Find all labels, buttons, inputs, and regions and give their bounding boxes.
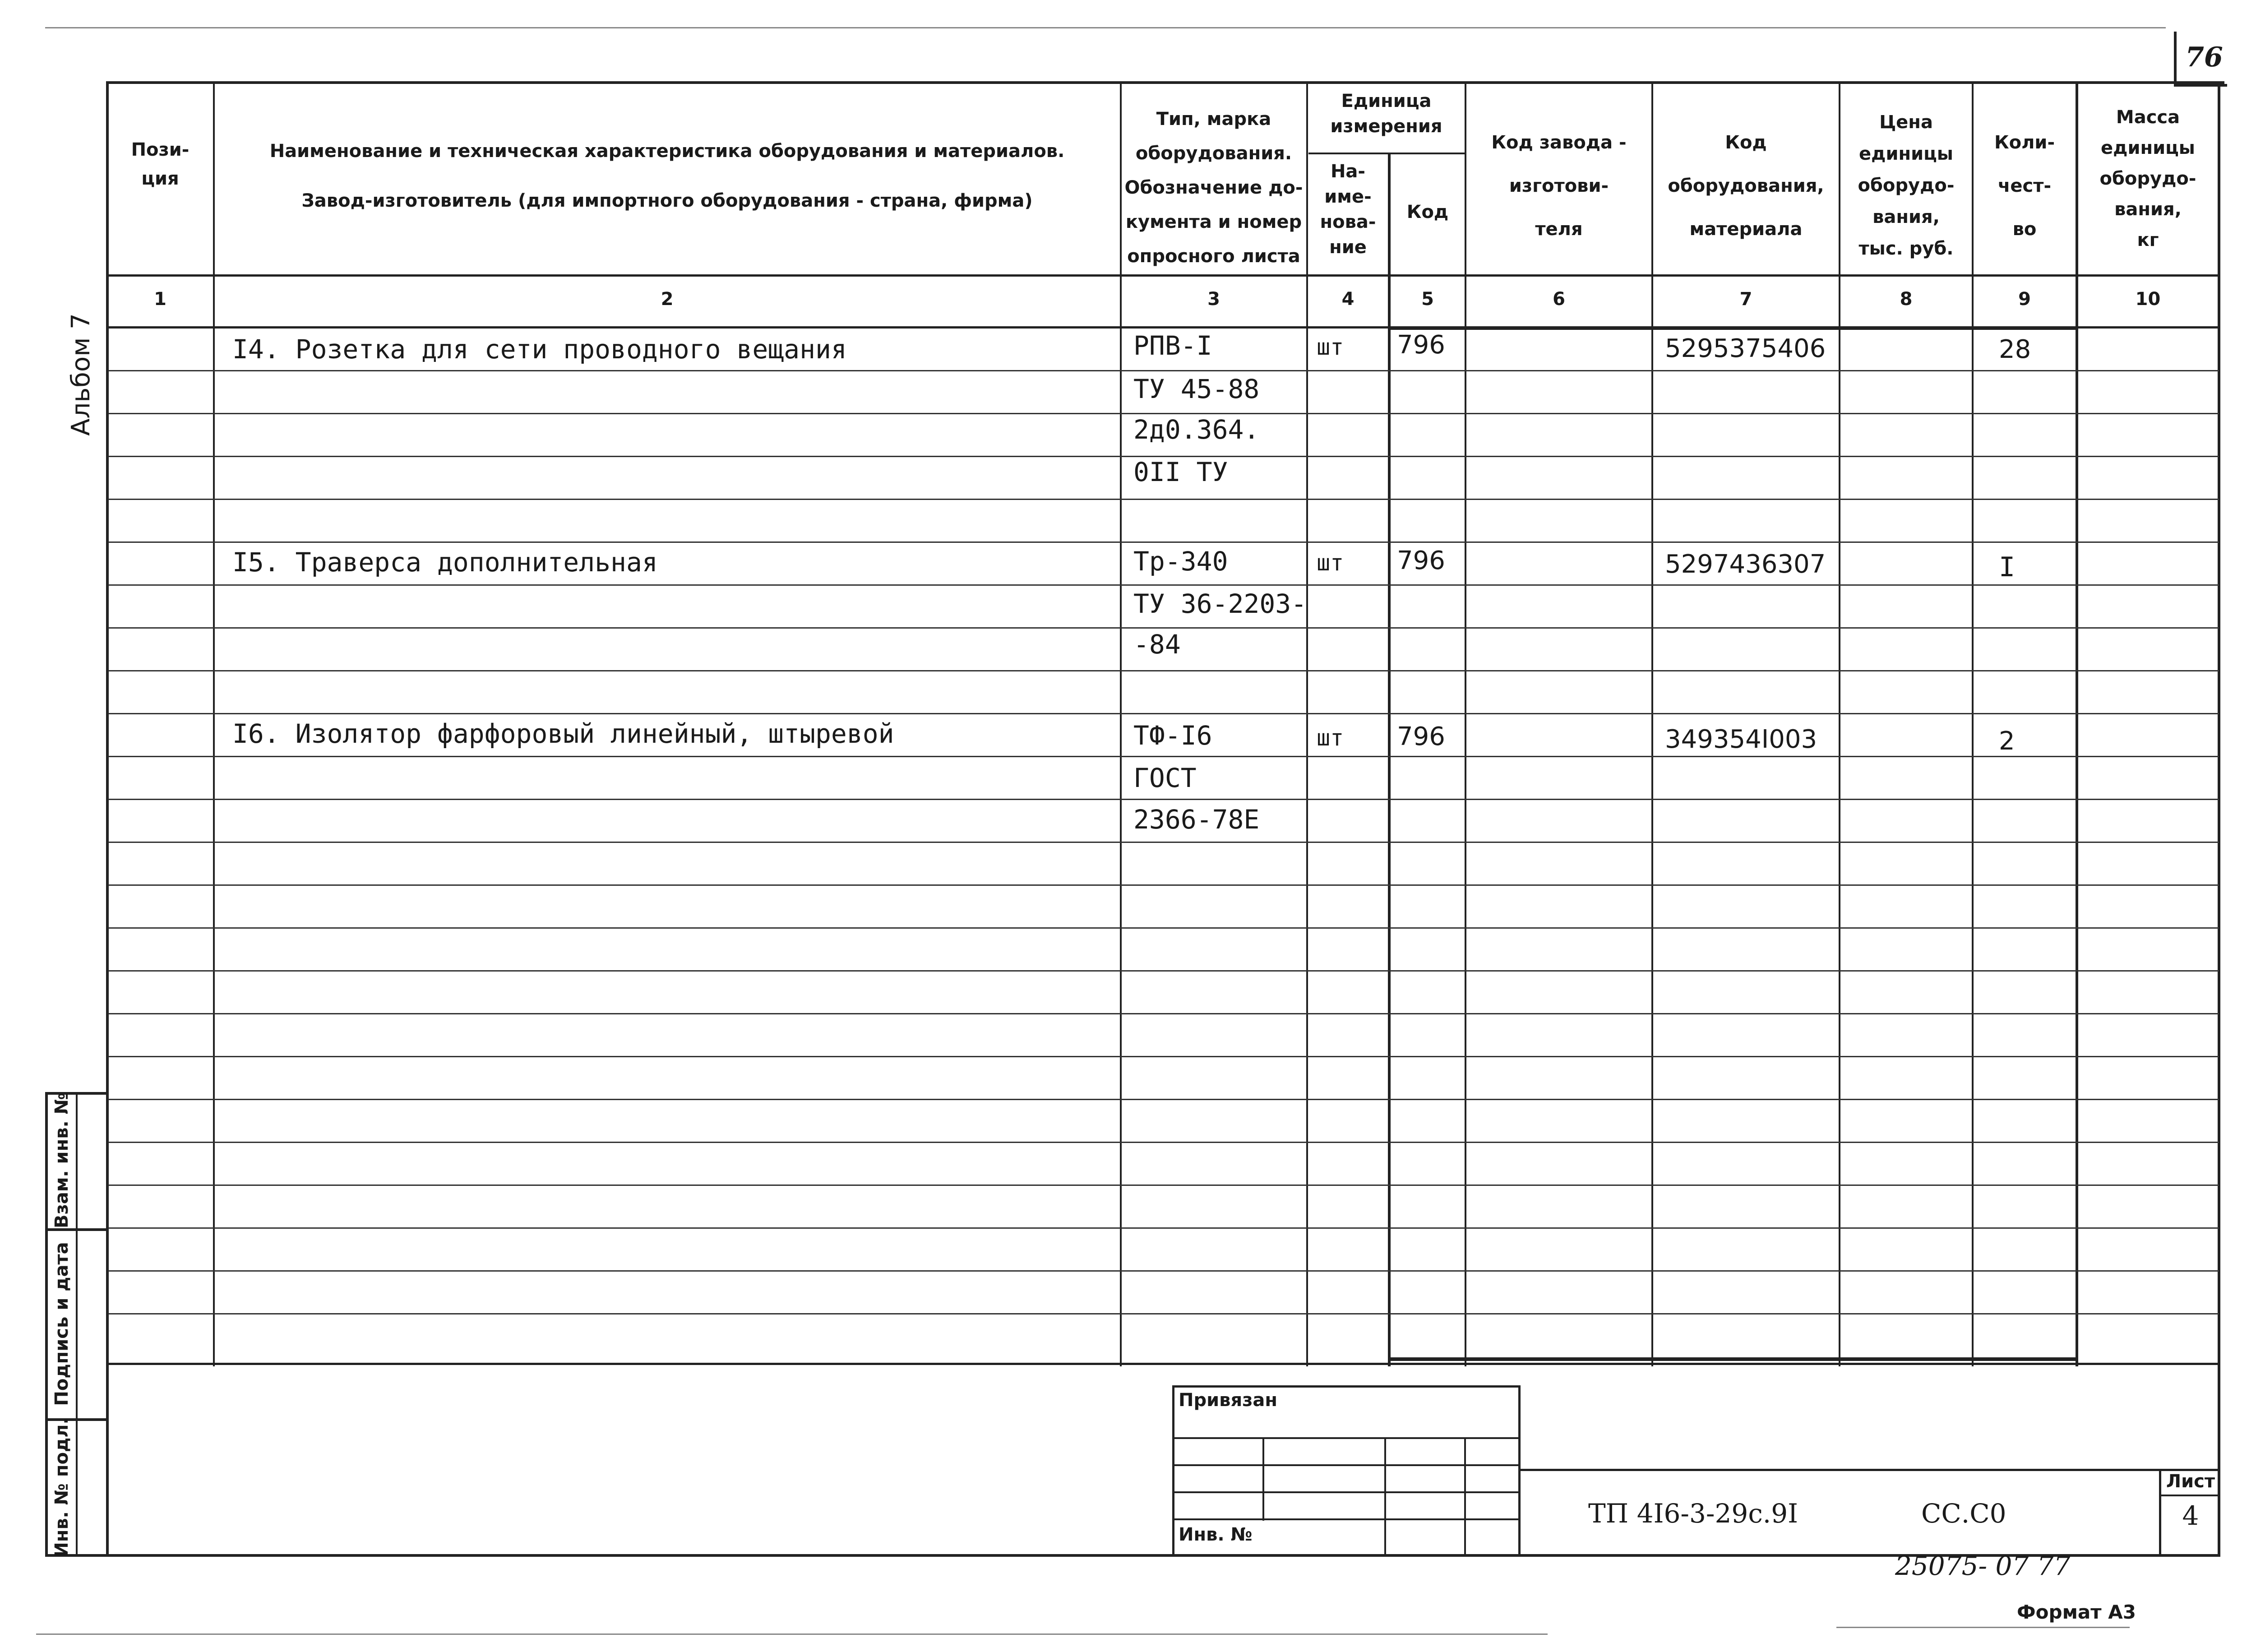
page-number-box-left	[2174, 32, 2177, 86]
privyazan-box-left	[1172, 1385, 1174, 1556]
col-line-8	[1972, 81, 1974, 1366]
colnum-6: 6	[1553, 289, 1565, 310]
col-line-5	[1465, 81, 1466, 1366]
scan-edge-bottom-right	[1836, 1627, 2130, 1628]
colnum-10: 10	[2135, 289, 2161, 310]
item-quantity: 28	[1999, 335, 2031, 364]
unit-group-divider	[1308, 153, 1466, 154]
item-type-line: 2366-78Е	[1133, 804, 1260, 835]
header-quantity: Коли- чест- во	[1994, 132, 2055, 240]
privyazan-col3	[1464, 1437, 1466, 1555]
colnum-8: 8	[1900, 289, 1913, 310]
sheet-box-mid	[2159, 1495, 2220, 1496]
header-unit-name: На- име- нова- ние	[1320, 161, 1376, 258]
item-equipment-code: 349354I003	[1665, 725, 1817, 754]
privyazan-col2	[1384, 1437, 1386, 1555]
thick-top	[1388, 327, 2078, 330]
privyazan-col1	[1262, 1437, 1264, 1521]
item-unit: шт	[1317, 550, 1344, 576]
privyazan-row4	[1172, 1518, 1521, 1520]
item-unit-code: 796	[1397, 722, 1445, 751]
scan-edge-bottom	[36, 1633, 1548, 1635]
item-type-line: РПВ-I	[1133, 330, 1212, 361]
item-unit: шт	[1317, 725, 1344, 751]
frame-top	[106, 81, 2224, 84]
stamp-podpis-data: Подпись и дата	[51, 1242, 72, 1406]
row-line	[108, 670, 2219, 671]
document-code: ТП 4I6-3-29с.9I	[1588, 1498, 1798, 1529]
header-unit-group: Единица измерения	[1330, 91, 1442, 137]
row-line	[108, 1227, 2219, 1229]
stamp-inv-podl: Инв. № подл.	[51, 1417, 72, 1557]
left-stamp-inner	[76, 1092, 78, 1557]
colnum-7: 7	[1739, 289, 1752, 310]
col-line-2	[1120, 81, 1122, 1366]
row-line	[108, 1056, 2219, 1057]
thick-bottom	[1388, 1357, 2078, 1361]
row-line	[108, 499, 2219, 500]
row-line	[108, 1185, 2219, 1186]
header-price: Цена единицы оборудо- вания, тыс. руб.	[1858, 112, 1955, 259]
row-line	[108, 370, 2219, 371]
row-line	[108, 842, 2219, 843]
row-line	[108, 1013, 2219, 1014]
item-type-line: 0II ТУ	[1133, 457, 1228, 487]
stamp-vzam-inv: Взам. инв. №	[51, 1092, 72, 1228]
row-line	[108, 541, 2219, 543]
item-quantity: 2	[1999, 727, 2015, 756]
archive-number: 25075- 07 77	[1895, 1550, 2071, 1581]
item-type-line: ТФ-I6	[1133, 720, 1212, 751]
row-line	[108, 1099, 2219, 1100]
body-bottom	[106, 1363, 2220, 1365]
colnum-4: 4	[1341, 289, 1355, 310]
colnum-2: 2	[661, 289, 674, 310]
row-line	[108, 713, 2219, 714]
frame-right	[2218, 81, 2220, 1557]
privyazan-row2	[1172, 1464, 1521, 1466]
privyazan-row1	[1172, 1437, 1521, 1439]
row-line	[108, 1270, 2219, 1272]
row-line	[108, 756, 2219, 757]
row-line	[108, 1142, 2219, 1143]
row-line	[108, 1313, 2219, 1314]
header-equipment-code: Код оборудования, материала	[1668, 132, 1824, 240]
privyazan-row3	[1172, 1491, 1521, 1493]
sheet-code: СС.С0	[1921, 1498, 2006, 1529]
row-line	[108, 584, 2219, 586]
item-name: I5. Траверса дополнительная	[232, 547, 658, 578]
col-line-9	[2076, 81, 2078, 1366]
row-line	[108, 799, 2219, 800]
col-line-6	[1651, 81, 1653, 1366]
colnum-9: 9	[2018, 289, 2031, 310]
header-unit-code: Код	[1406, 202, 1449, 222]
inv-no-label: Инв. №	[1179, 1524, 1253, 1545]
header-bottom	[106, 274, 2220, 277]
header-type: Тип, марка оборудования. Обозначение до- кумента и номер опросного листа	[1124, 109, 1303, 267]
item-type-line: -84	[1133, 629, 1181, 660]
header-mass: Масса единицы оборудо- вания, кг	[2099, 107, 2196, 250]
item-name: I6. Изолятор фарфоровый линейный, штыревой	[232, 718, 894, 749]
scan-edge-top	[45, 27, 2166, 28]
row-line	[108, 927, 2219, 929]
item-quantity: I	[1999, 551, 2016, 583]
colnum-3: 3	[1207, 289, 1220, 310]
item-type-line: 2д0.364.	[1133, 414, 1260, 445]
item-type-line: Тр-340	[1133, 546, 1228, 577]
header-factory-code: Код завода - изготови- теля	[1491, 132, 1627, 240]
privyazan-label: Привязан	[1179, 1390, 1278, 1411]
item-unit-code: 796	[1397, 546, 1445, 575]
album-label: Альбом 7	[66, 313, 96, 436]
col-line-7	[1839, 81, 1840, 1366]
header-position: Пози- ция	[131, 139, 190, 189]
title-block-top	[1520, 1469, 2220, 1471]
item-equipment-code: 5297436307	[1665, 550, 1826, 579]
item-type-line: ТУ 36-2203-	[1133, 588, 1307, 619]
row-line	[108, 884, 2219, 886]
item-unit-code: 796	[1397, 330, 1445, 360]
left-stamp-border	[45, 1092, 48, 1557]
sheet-number: 4	[2182, 1500, 2199, 1531]
item-type-line: ТУ 45-88	[1133, 374, 1260, 404]
sheet-label: Лист	[2166, 1471, 2215, 1492]
item-type-line: ГОСТ	[1133, 763, 1197, 793]
item-unit: шт	[1317, 334, 1344, 360]
row-line	[108, 627, 2219, 629]
page-number: 76	[2185, 42, 2223, 73]
colnum-5: 5	[1421, 289, 1434, 310]
sheet-box-left	[2159, 1469, 2161, 1555]
colnum-1: 1	[154, 289, 166, 310]
format-label: Формат А3	[2017, 1601, 2136, 1623]
row-line	[108, 970, 2219, 972]
header-name: Наименование и техническая характеристика оборудования и материалов. Завод-изготовитель (для импортного оборудования - страна, фирма)	[269, 141, 1065, 211]
item-name: I4. Розетка для сети проводного вещания	[232, 334, 847, 365]
col-line-1	[213, 81, 215, 1366]
item-equipment-code: 5295375406	[1665, 334, 1826, 363]
col-line-3	[1306, 81, 1308, 1366]
privyazan-box-top	[1172, 1385, 1521, 1388]
